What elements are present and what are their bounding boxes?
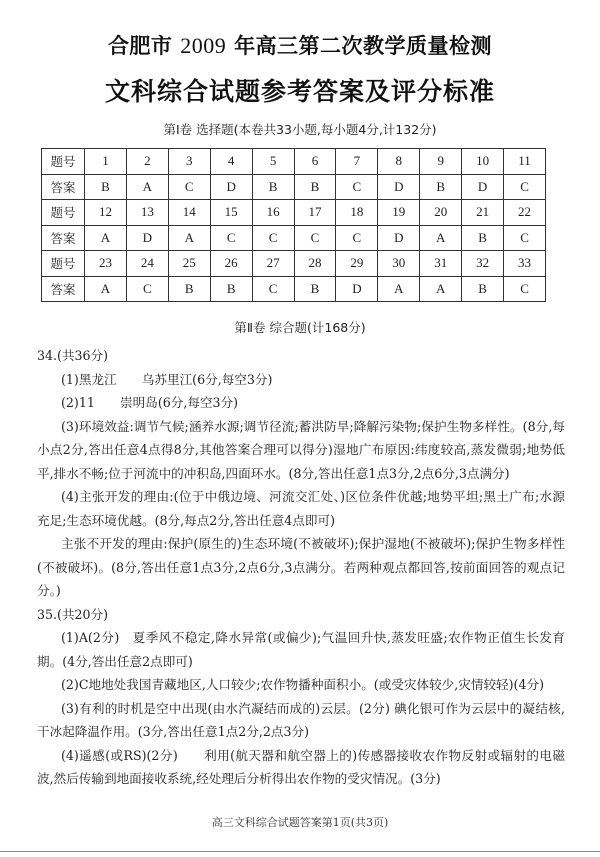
answer-cell: B — [168, 276, 210, 302]
answer-cell: B — [462, 276, 504, 302]
answer-body — [37, 344, 565, 791]
answer-row-label: 答案 — [42, 276, 85, 302]
question-number-cell: 30 — [378, 251, 420, 277]
question-number-cell: 17 — [294, 200, 336, 226]
answer-cell: D — [210, 174, 252, 200]
question-row-label: 题号 — [42, 200, 85, 226]
question-number-cell: 22 — [504, 200, 546, 226]
page-footer: 高三文科综合试题答案第1页(共3页) — [211, 816, 389, 829]
answer-cell: C — [252, 276, 294, 302]
question-row — [42, 251, 546, 277]
question-number-cell: 6 — [294, 149, 336, 175]
question-number-cell: 19 — [378, 200, 420, 226]
exam-title-year: 2009 — [180, 33, 227, 58]
answer-cell: B — [85, 174, 127, 200]
answer-cell: C — [504, 225, 546, 251]
answer-paragraph: (4)遥感(或RS)(2分) 利用(航天器和航空器上的)传感器接收农作物反射或辐射的电磁波,然后传输到地面接收系统,经处理后分析得出农作物的受灾情况。(3分) — [37, 747, 565, 786]
answer-paragraph: (3)有利的时机是空中出现(由水汽凝结而成的)云层。(2分) 碘化银可作为云层中的凝结核,干冰起降温作用。(3分,答出任意1点2分,2点3分) — [37, 700, 565, 739]
answer-cell: B — [420, 174, 462, 200]
answer-row — [42, 174, 546, 200]
answer-cell: D — [126, 225, 168, 251]
question-number-cell: 10 — [462, 149, 504, 175]
answer-paragraph: 主张不开发的理由:保护(原生的)生态环境(不被破坏);保护湿地(不被破坏);保护生物多样性(不被破坏)。(8分,答出任意1点3分,2点6分,3点满分。若两种观点都回答,按前面回答的观点记分。) — [37, 536, 565, 598]
question-number-cell: 24 — [126, 251, 168, 277]
question-row-label: 题号 — [42, 251, 85, 277]
question-number-cell: 7 — [336, 149, 378, 175]
question-number-cell: 25 — [168, 251, 210, 277]
answer-cell: A — [85, 225, 127, 251]
question-number-cell: 15 — [210, 200, 252, 226]
answer-cell: D — [462, 174, 504, 200]
question-number-cell: 32 — [462, 251, 504, 277]
answer-row — [42, 225, 546, 251]
question-number-cell: 9 — [420, 149, 462, 175]
answer-paragraph: (2)11 崇明岛(6分,每空3分) — [61, 395, 239, 410]
question-number-cell: 31 — [420, 251, 462, 277]
answer-table — [41, 148, 546, 302]
question-number-cell: 16 — [252, 200, 294, 226]
question-number-cell: 14 — [168, 200, 210, 226]
question-number-cell: 1 — [85, 149, 127, 175]
exam-title-suffix: 年高三第二次教学质量检测 — [234, 34, 493, 58]
answer-cell: C — [252, 225, 294, 251]
question-number-cell: 3 — [168, 149, 210, 175]
answer-row-label: 答案 — [42, 174, 85, 200]
answer-cell: B — [294, 276, 336, 302]
bottom-divider — [0, 851, 600, 852]
question-number-cell: 33 — [504, 251, 546, 277]
answer-cell: C — [126, 276, 168, 302]
question-number-cell: 5 — [252, 149, 294, 175]
answer-cell: D — [378, 225, 420, 251]
question-row — [42, 200, 546, 226]
answer-cell: A — [85, 276, 127, 302]
answer-cell: D — [336, 276, 378, 302]
question-number-cell: 13 — [126, 200, 168, 226]
question-number-cell: 29 — [336, 251, 378, 277]
question-number-cell: 4 — [210, 149, 252, 175]
question-number-cell: 20 — [420, 200, 462, 226]
answer-row-label: 答案 — [42, 225, 85, 251]
answer-cell: A — [168, 225, 210, 251]
answer-cell: B — [294, 174, 336, 200]
answer-cell: B — [252, 174, 294, 200]
question-number-cell: 12 — [85, 200, 127, 226]
answer-row — [42, 276, 546, 302]
answer-cell: C — [336, 225, 378, 251]
question-number-cell: 27 — [252, 251, 294, 277]
answer-paragraph: (1)A(2分) 夏季风不稳定,降水异常(或偏少);气温回升快,蒸发旺盛;农作物正值生长发育期。(4分,答出任意2点即可) — [37, 630, 565, 669]
answer-paragraph: (2)C地地处我国青藏地区,人口较少;农作物播种面积小。(或受灾体较少,灾情较轻)(4分) — [61, 677, 544, 692]
question-number-cell: 11 — [504, 149, 546, 175]
question-number-cell: 21 — [462, 200, 504, 226]
answer-cell: C — [168, 174, 210, 200]
exam-title — [0, 30, 600, 60]
question-number-cell: 18 — [336, 200, 378, 226]
question-row-label: 题号 — [42, 149, 85, 175]
answer-cell: C — [294, 225, 336, 251]
answer-cell: A — [420, 276, 462, 302]
answer-paragraph: (1)黑龙江 乌苏里江(6分,每空3分) — [61, 371, 273, 387]
question-number-cell: 28 — [294, 251, 336, 277]
answer-cell: B — [462, 225, 504, 251]
question-number-cell: 23 — [85, 251, 127, 277]
answer-cell: C — [504, 174, 546, 200]
answer-cell: B — [210, 276, 252, 302]
question-row — [42, 149, 546, 175]
answer-cell: A — [378, 276, 420, 302]
section2-heading: 第Ⅱ卷 综合题(计168分) — [234, 320, 366, 335]
answer-cell: C — [336, 174, 378, 200]
answer-cell: A — [126, 174, 168, 200]
answer-cell: A — [420, 225, 462, 251]
question-number-cell: 2 — [126, 149, 168, 175]
answer-cell: C — [504, 276, 546, 302]
answer-paragraph: (3)环境效益:调节气候;涵养水源;调节径流;蓄洪防旱;降解污染物;保护生物多样性。(8分,每小点2分,答出任意4点得8分,其他答案合理可以得分)湿地广布原因:纬度较高,蒸发微弱;地势低平,排水不畅;位于河流中的冲积岛,四面环水。(8分,答出任意1点3分,2点6分,3点满分) — [37, 418, 565, 481]
question-number-cell: 26 — [210, 251, 252, 277]
answer-cell: D — [378, 174, 420, 200]
answer-cell: C — [210, 225, 252, 251]
section1-heading: 第Ⅰ卷 选择题(本卷共33小题,每小题4分,计132分) — [163, 122, 437, 137]
question-heading: 35.(共20分) — [37, 606, 109, 622]
document-subtitle: 文科综合试题参考答案及评分标准 — [104, 77, 495, 106]
question-number-cell: 8 — [378, 149, 420, 175]
answer-paragraph: (4)主张开发的理由:(位于中俄边境、河流交汇处、)区位条件优越;地势平坦;黑土广布;水源充足;生态环境优越。(8分,每点2分,答出任意4点即可) — [37, 489, 565, 528]
question-heading: 34.(共36分) — [37, 348, 109, 363]
exam-title-prefix: 合肥市 — [107, 34, 173, 58]
